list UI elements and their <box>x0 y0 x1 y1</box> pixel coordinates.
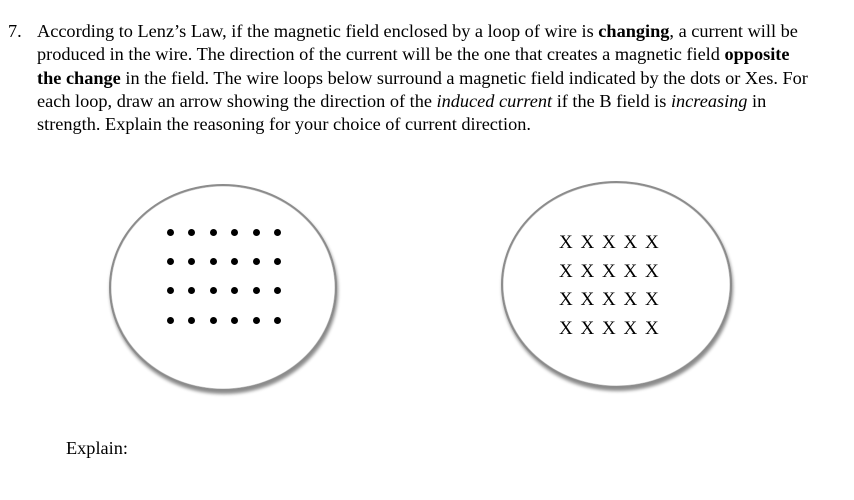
field-x-mark: X <box>645 232 659 253</box>
field-x-mark: X <box>645 318 659 340</box>
field-dots-grid <box>167 229 295 346</box>
field-dot <box>210 317 217 324</box>
field-dot <box>188 287 195 294</box>
field-x-mark: X <box>645 289 659 311</box>
field-x-mark: X <box>580 289 595 311</box>
question-segment: in strength. Explain the reasoning for your choice of current direction. <box>37 90 767 135</box>
question-segment-bold: opposite the change <box>37 44 790 88</box>
field-dot <box>274 258 281 265</box>
question-segment-bold: changing <box>598 21 670 41</box>
question-segment-italic: induced current <box>436 90 553 111</box>
field-dot <box>167 317 174 324</box>
question-segment: According to Lenz’s Law, if the magnetic field enclosed by a loop of wire is <box>37 21 599 41</box>
field-dot <box>274 287 281 294</box>
field-dot <box>231 229 238 236</box>
field-x-mark: X <box>559 289 573 311</box>
field-x-mark: X <box>602 232 616 253</box>
question-segment: , a current will be produced in the wire. The direction of the current will be the one that creates a magnetic field <box>37 21 798 65</box>
field-x-mark: X <box>559 232 573 253</box>
field-dot <box>253 287 260 294</box>
field-dot <box>274 317 281 324</box>
field-dot <box>231 258 238 265</box>
field-x-mark: X <box>623 318 638 340</box>
field-x-mark: X <box>580 232 595 253</box>
field-dot <box>167 258 174 265</box>
field-dot <box>253 317 260 324</box>
explain-label: Explain: <box>66 438 128 458</box>
field-dot <box>210 258 217 265</box>
field-dot <box>188 229 195 236</box>
field-x-mark: X <box>559 260 573 282</box>
field-x-mark: X <box>602 318 616 340</box>
field-x-mark: X <box>623 289 638 311</box>
field-dot <box>253 258 260 265</box>
question-segment-italic: increasing <box>670 90 748 111</box>
field-dot <box>188 258 195 265</box>
question-segment: in the field. The wire loops below surround a magnetic field indicated by the dots or Xes. For each loop, draw an arrow showing the direction of the <box>37 67 808 111</box>
question-number: 7. <box>8 21 22 41</box>
question-segment: if the B field is <box>552 90 671 111</box>
question-7 <box>8 20 808 136</box>
field-dot <box>210 229 217 236</box>
field-x-mark: X <box>645 260 659 282</box>
field-dot <box>231 287 238 294</box>
field-x-mark: X <box>580 318 595 340</box>
field-x-mark: X <box>580 260 595 282</box>
field-dot <box>167 229 174 236</box>
field-dot <box>274 229 281 236</box>
field-x-mark: X <box>602 260 616 282</box>
field-dot <box>188 317 195 324</box>
field-x-mark: X <box>559 318 573 340</box>
field-dot <box>210 287 217 294</box>
field-xes-grid <box>559 233 667 348</box>
field-dot <box>231 317 238 324</box>
field-x-mark: X <box>623 232 638 253</box>
field-dot <box>253 229 260 236</box>
field-x-mark: X <box>623 260 638 282</box>
field-dot <box>167 287 174 294</box>
field-x-mark: X <box>602 289 616 311</box>
question-text <box>37 20 808 136</box>
